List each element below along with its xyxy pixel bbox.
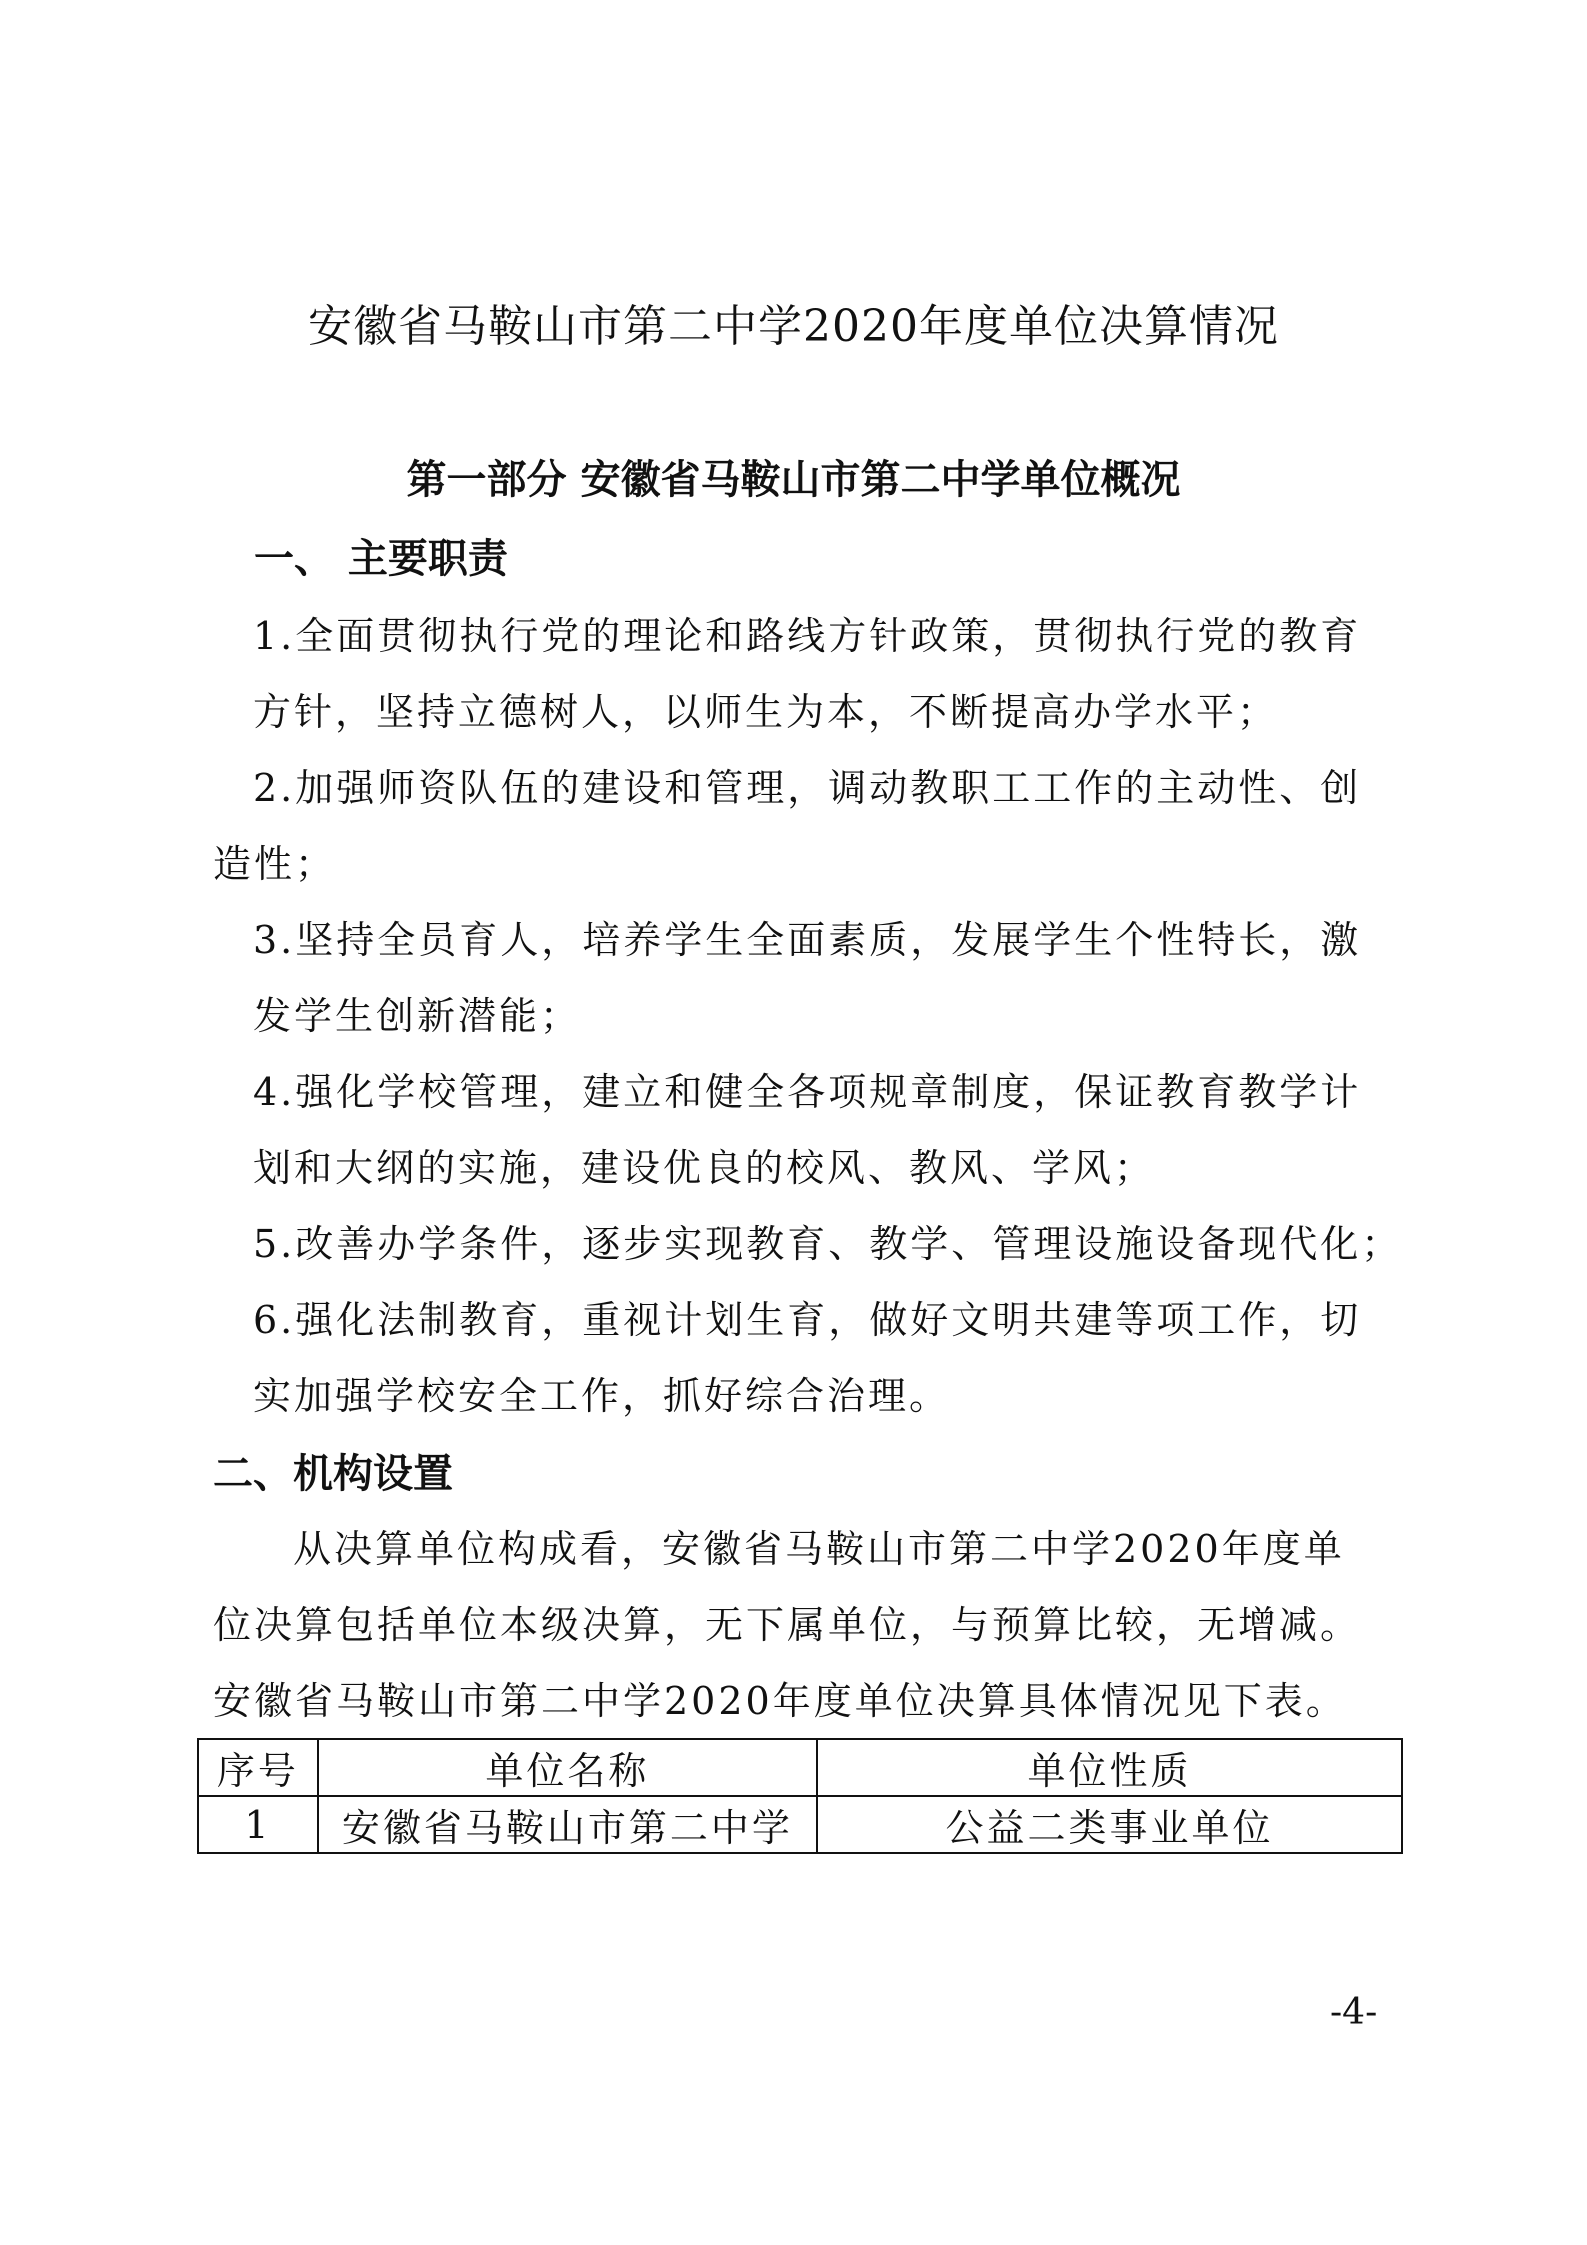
page-number: -4- [1330,1992,1378,2033]
table-header-cell: 单位性质 [817,1739,1402,1796]
table-header-row [198,1739,1402,1796]
duty-line: 6.强化法制教育，重视计划生育，做好文明共建等项工作，切 [253,1298,1362,1342]
table-header-cell: 序号 [198,1739,318,1796]
duty-line: 5.改善办学条件，逐步实现教育、教学、管理设施设备现代化； [253,1222,1403,1266]
duty-line: 发学生创新潜能； [253,994,582,1038]
duty-line: 造性； [213,842,337,886]
section-heading-organization: 二、机构设置 [213,1451,453,1497]
organization-line: 从决算单位构成看，安徽省马鞍山市第二中学2020年度单 [293,1527,1345,1571]
section-heading-duties: 一、 主要职责 [254,536,508,582]
unit-table [197,1738,1403,1854]
duty-line: 2.加强师资队伍的建设和管理，调动教职工工作的主动性、创 [253,766,1362,810]
organization-line: 位决算包括单位本级决算，无下属单位，与预算比较，无增减。 [213,1603,1362,1647]
duty-line: 划和大纲的实施，建设优良的校风、教风、学风； [253,1146,1156,1190]
duty-line: 1.全面贯彻执行党的理论和路线方针政策，贯彻执行党的教育 [253,614,1362,658]
organization-line: 安徽省马鞍山市第二中学2020年度单位决算具体情况见下表。 [213,1679,1347,1723]
document-title: 安徽省马鞍山市第二中学2020年度单位决算情况 [308,301,1279,352]
table-header-cell: 单位名称 [318,1739,817,1796]
table-cell: 安徽省马鞍山市第二中学 [318,1796,817,1853]
duty-line: 方针，坚持立德树人，以师生为本，不断提高办学水平； [253,690,1279,734]
table-row [198,1796,1402,1853]
table-cell: 1 [198,1796,318,1853]
duty-line: 4.强化学校管理，建立和健全各项规章制度，保证教育教学计 [253,1070,1362,1114]
table-cell: 公益二类事业单位 [817,1796,1402,1853]
duty-line: 3.坚持全员育人，培养学生全面素质，发展学生个性特长，激 [253,918,1362,962]
part-title: 第一部分 安徽省马鞍山市第二中学单位概况 [406,457,1181,503]
duty-line: 实加强学校安全工作，抓好综合治理。 [253,1374,951,1418]
